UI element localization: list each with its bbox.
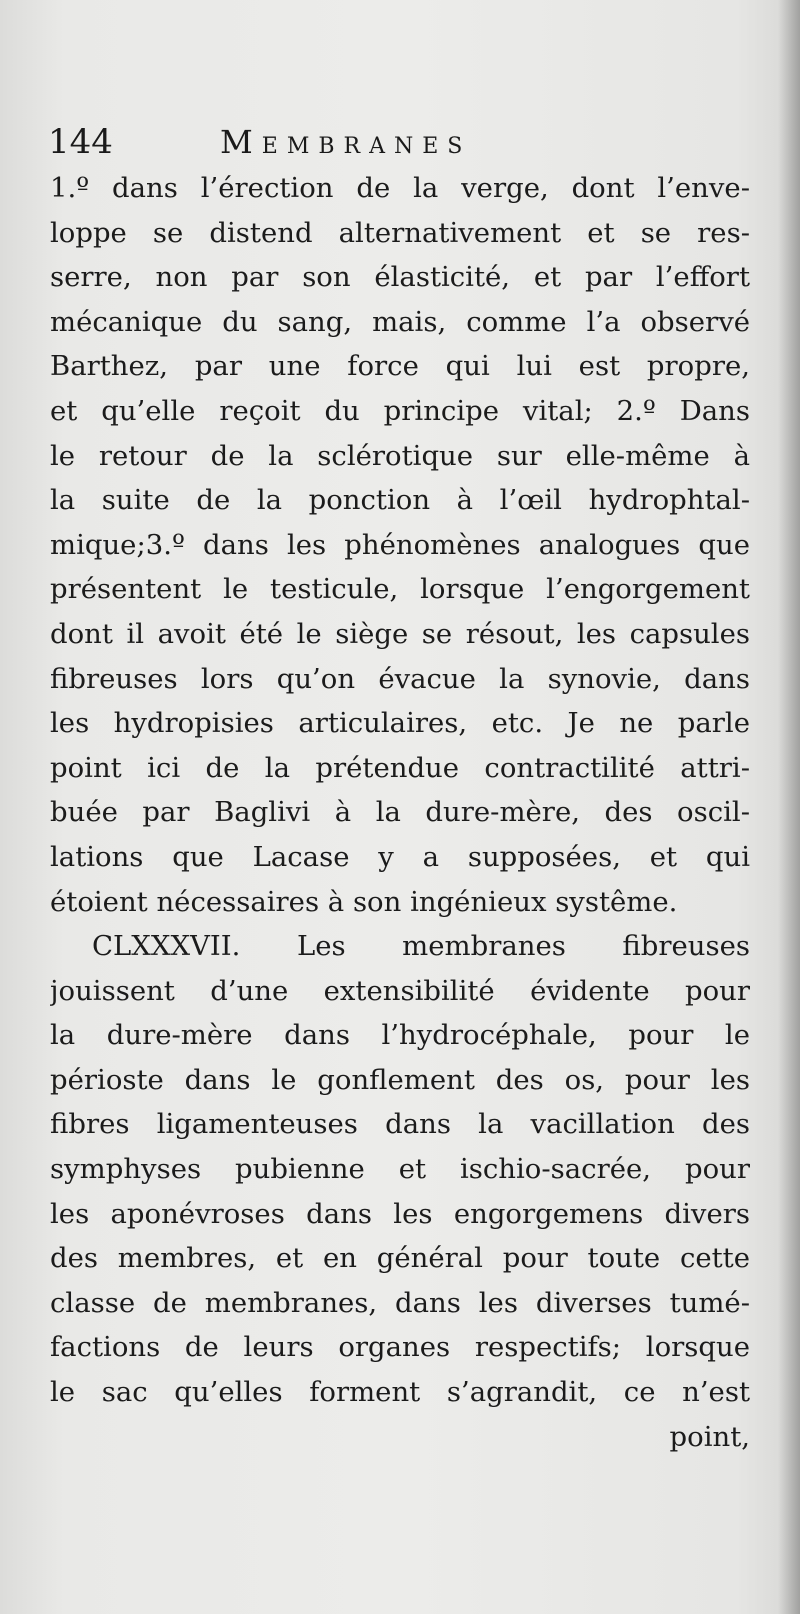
text-line: les aponévroses dans les engorgemens divers xyxy=(50,1197,750,1230)
text-line: mécanique du sang, mais, comme l’a observé xyxy=(50,305,750,338)
text-line: des membres, et en général pour toute cette xyxy=(50,1242,750,1275)
text-line: factions de leurs organes respectifs; lorsque xyxy=(50,1331,750,1364)
text-line: étoient nécessaires à son ingénieux systême. xyxy=(50,885,678,918)
body-text xyxy=(50,166,750,1459)
text-line: fibres ligamenteuses dans la vacillation des xyxy=(50,1108,750,1141)
text-line: le retour de la sclérotique sur elle-même à xyxy=(50,439,750,472)
text-line: point ici de la prétendue contractilité attri- xyxy=(50,751,750,784)
text-line: les hydropisies articulaires, etc. Je ne parle xyxy=(50,707,750,740)
text-line: la dure-mère dans l’hydrocéphale, pour le xyxy=(50,1019,750,1052)
text-line: Barthez, par une force qui lui est propre, xyxy=(50,350,750,383)
text-line: classe de membranes, dans les diverses tumé- xyxy=(50,1286,750,1319)
text-line: présentent le testicule, lorsque l’engorgement xyxy=(50,573,750,606)
running-title: Membranes xyxy=(220,123,472,161)
text-line: serre, non par son élasticité, et par l’effort xyxy=(50,261,750,294)
spine-shadow xyxy=(778,0,800,1614)
catchword: point, xyxy=(669,1420,750,1453)
text-line: 1.º dans l’érection de la verge, dont l’enve- xyxy=(50,172,750,204)
text-line: mique;3.º dans les phénomènes analogues que xyxy=(50,528,750,561)
text-line: fibreuses lors qu’on évacue la synovie, dans xyxy=(50,662,750,695)
text-line: buée par Baglivi à la dure-mère, des oscil- xyxy=(50,796,750,829)
text-line: dont il avoit été le siège se résout, les capsules xyxy=(50,617,750,650)
text-line: le sac qu’elles forment s’agrandit, ce n’est xyxy=(50,1376,750,1409)
section-heading-line: CLXXXVII. Les membranes fibreuses xyxy=(92,930,750,963)
text-line: la suite de la ponction à l’œil hydrophtal- xyxy=(50,484,750,517)
page-header xyxy=(48,118,748,166)
text-line: périoste dans le gonflement des os, pour les xyxy=(50,1063,750,1096)
text-line: lations que Lacase y a supposées, et qui xyxy=(50,840,750,873)
text-line: et qu’elle reçoit du principe vital; 2.º Dans xyxy=(50,394,750,427)
text-line: symphyses pubienne et ischio-sacrée, pour xyxy=(50,1153,750,1186)
text-line: loppe se distend alternativement et se res- xyxy=(50,216,750,249)
page-number: 144 xyxy=(48,122,113,162)
text-line: jouissent d’une extensibilité évidente pour xyxy=(50,974,750,1007)
